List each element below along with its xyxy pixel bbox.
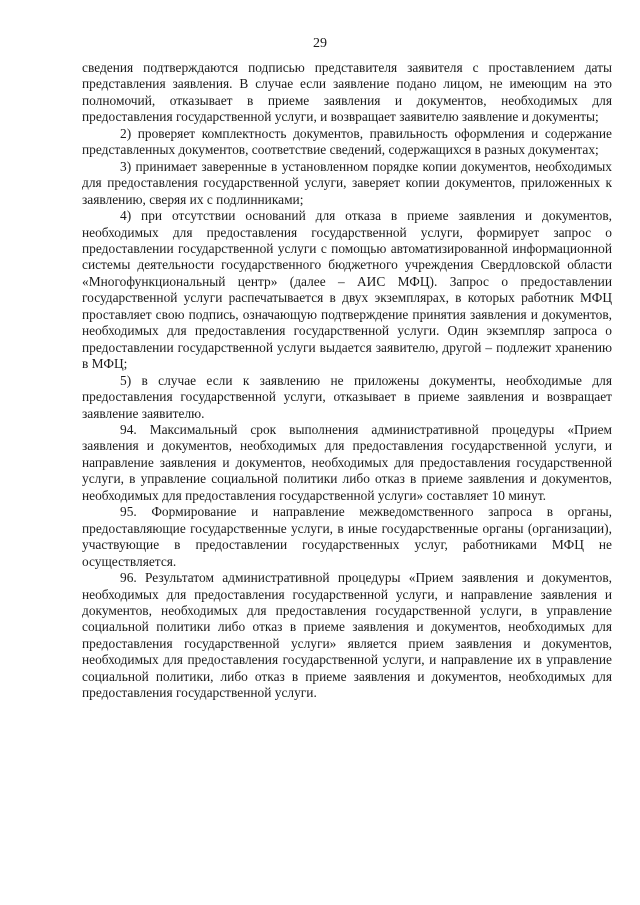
paragraph-94: 94. Максимальный срок выполнения административной процедуры «Прием заявления и документов, необходимых для предоставления государственной услуги, и направление заявления и документов, необходимых для предоставления государственной услуги, в управление социальной политики либо отказ в приеме заявления и документов, необходимых для предоставления государственной услуги» составляет 10 минут. [82, 421, 612, 503]
paragraph-item-2: 2) проверяет комплектность документов, правильность оформления и содержание представленных документов, соответствие сведений, содержащихся в разных документах; [82, 125, 612, 158]
document-body [82, 60, 612, 702]
paragraph-item-3: 3) принимает заверенные в установленном порядке копии документов, необходимых для предоставления государственной услуги, заверяет копии документов, приложенных к заявлению, сверяя их с подлинниками; [82, 158, 612, 207]
paragraph-95: 95. Формирование и направление межведомственного запроса в органы, предоставляющие государственные услуги, в иные государственные органы (организации), участвующие в предоставлении государственных услуг, работниками МФЦ не осуществляется. [82, 504, 612, 569]
paragraph-item-5: 5) в случае если к заявлению не приложены документы, необходимые для предоставления государственной услуги, отказывает в приеме заявления и возвращает заявление заявителю. [82, 372, 612, 421]
paragraph-96: 96. Результатом административной процедуры «Прием заявления и документов, необходимых для предоставления государственной услуги, и направление заявления и документов, необходимых для предоставления государственной услуги, в управление социальной политики либо отказ в приеме заявления и документов, необходимых для предоставления государственной услуги» является прием заявления и документов, необходимых для предоставления государственной услуги, и направление их в управление социальной политики, либо отказ в приеме заявления и документов, необходимых для предоставления государственной услуги. [82, 570, 612, 701]
page-number: 29 [313, 36, 327, 51]
paragraph-item-4: 4) при отсутствии оснований для отказа в приеме заявления и документов, необходимых для предоставления государственной услуги, формирует запрос о предоставлении государственной услуги с помощью автоматизированной информационной системы деятельности государственного бюджетного учреждения Свердловской области «Многофункциональный центр» (далее – АИС МФЦ). Запрос о предоставлении государственной услуги распечатывается в двух экземплярах, в которых работник МФЦ проставляет свою подпись, означающую подтверждение принятия заявления и документов, необходимых для предоставления государственной услуги. Один экземпляр запроса о предоставлении государственной услуги выдается заявителю, другой – подлежит хранению в МФЦ; [82, 208, 612, 372]
paragraph-continuation: сведения подтверждаются подписью представителя заявителя с проставлением даты представления заявления. В случае если заявление подано лицом, не имеющим на это полномочий, отказывает в приеме заявления и документов, необходимых для предоставления государственной услуги, и возвращает заявителю заявление и документы; [82, 60, 612, 125]
